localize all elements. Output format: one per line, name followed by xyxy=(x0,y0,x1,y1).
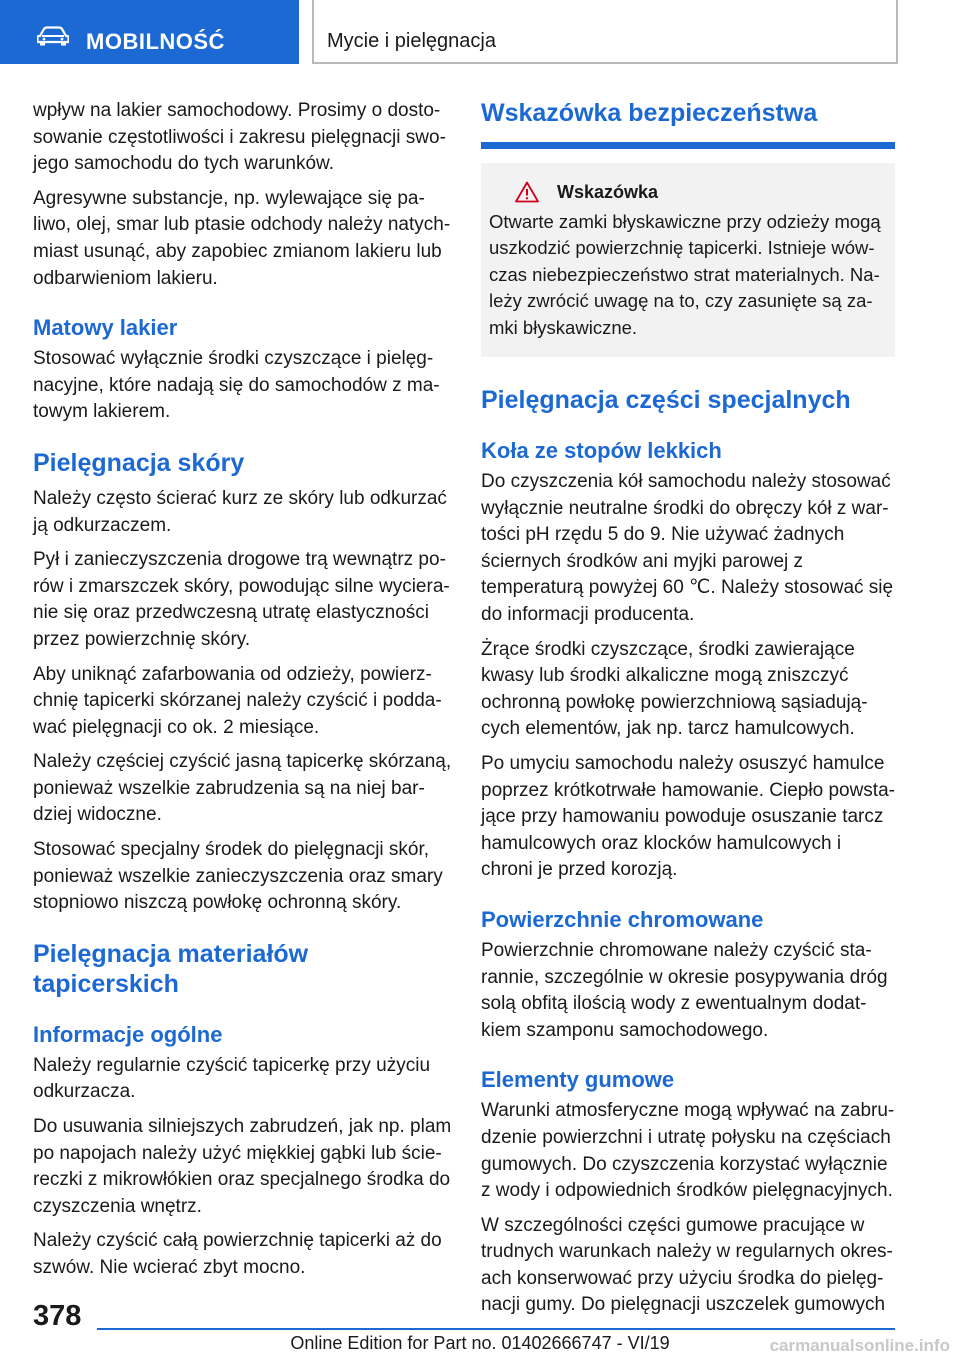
paragraph: Należy regularnie czyścić tapicerkę przy użyciu odkurzacza. xyxy=(33,1054,431,1103)
page-number: 378 xyxy=(33,1300,82,1332)
heading-upholstery-care: Pielęgnacja materiałów tapicerskich xyxy=(33,939,309,998)
section-title: MOBILNOŚĆ xyxy=(86,29,225,54)
note-text: Otwarte zamki błyskawiczne przy odzieży mogą uszkodzić powierzchnię tapicerki. Istnieje wówczas niebezpieczeństwo strat materialnych. Należy zwrócić uwagę na to, czy zasunięte są zamki błyskawiczne. xyxy=(489,211,881,338)
note-label: Wskazówka xyxy=(557,181,659,202)
heading-general-info: Informacje ogólne xyxy=(33,1021,223,1047)
heading-leather-care: Pielęgnacja skóry xyxy=(33,448,245,477)
safety-note-box xyxy=(481,163,895,357)
paragraph: W szczególności części gumowe pracujące w trudnych warunkach należy w regularnych okresach konserwować przy użyciu środka do pielęgnacji gumy. Do pielęgnacji uszczelek gumowych xyxy=(481,1214,893,1316)
heading-chrome-surfaces: Powierzchnie chromowane xyxy=(481,906,764,932)
paragraph: Do usuwania silniejszych zabrudzeń, jak np. plam po napojach należy użyć miękkiej gąbki lub ściereczki z mikrowłókien oraz specjalnego środka do czyszczenia wnętrz. xyxy=(33,1116,452,1217)
paragraph: Stosować specjalny środek do pielęgnacji skór, ponieważ wszelkie zanieczyszczenia oraz smary stopniowo niszczą powłokę ochronną skóry. xyxy=(33,839,443,914)
paragraph: Należy często ścierać kurz ze skóry lub odkurzać ją odkurzaczem. xyxy=(33,487,447,536)
paragraph: Po umyciu samochodu należy osuszyć hamulce poprzez krótkotrwałe hamowanie. Ciepło powstające przy hamowaniu powoduje osuszanie tarcz hamulcowych oraz klocków hamulcowych i chroni je przed korozją. xyxy=(481,752,895,881)
paragraph: Pył i zanieczyszczenia drogowe trą wewnątrz porów i zmarszczek skóry, powodując silne wycieranie się oraz przedwczesną utratę elastyczności przez powierzchnię skóry. xyxy=(33,549,450,650)
heading-matte-paint: Matowy lakier xyxy=(33,315,178,341)
paragraph: wpływ na lakier samochodowy. Prosimy o dostosowanie częstotliwości i zakresu pielęgnacji swojego samochodu do tych warunków. xyxy=(33,100,446,175)
paragraph: Do czyszczenia kół samochodu należy stosować wyłącznie neutralne środki do obręczy kół z wartości pH rzędu 5 do 9. Nie używać żadnych ściernych środków ani myjki parowej z temperaturą powyżej 60 ℃. Należy stosować się do informacji producenta. xyxy=(481,471,894,625)
paragraph: Powierzchnie chromowane należy czyścić starannie, szczególnie w okresie posypywania dróg solą obfitą ilością wody z ewentualnym dodatkiem szamponu samochodowego. xyxy=(481,939,888,1041)
edition-text: Online Edition for Part no. 01402666747 - VI/19 xyxy=(290,1333,670,1353)
paragraph: Aby uniknąć zafarbowania od odzieży, powierzchnię tapicerki skórzanej należy czyścić i poddawać pielęgnacji co ok. 2 miesiące. xyxy=(33,663,442,738)
footer-rule xyxy=(97,1328,895,1330)
paragraph: Warunki atmosferyczne mogą wpływać na zabrudzenie powierzchni i utratę połysku na częściach gumowych. Do czyszczenia korzystać wyłącznie z wody i odpowiednich środków pielęgnacyjnych. xyxy=(481,1100,895,1202)
chapter-header xyxy=(312,0,898,64)
warning-triangle-icon xyxy=(515,181,539,203)
chapter-title: Mycie i pielęgnacja xyxy=(327,30,496,52)
car-icon xyxy=(37,26,69,46)
section-tab xyxy=(0,0,299,64)
heading-rubber-parts: Elementy gumowe xyxy=(481,1067,675,1093)
left-column xyxy=(33,98,453,1290)
paragraph: Żrące środki czyszczące, środki zawierające kwasy lub środki alkaliczne mogą zniszczyć ochronną powłokę powierzchniową sąsiadujących elementów, jak np. tarcz hamulcowych. xyxy=(481,638,868,740)
paragraph: Agresywne substancje, np. wylewające się paliwo, olej, smar lub ptasie odchody należy natychmiast usunąć, aby zapobiec zmianom lakieru lub odbarwieniom lakieru. xyxy=(33,187,451,289)
right-column xyxy=(481,98,895,1327)
heading-special-parts: Pielęgnacja części specjalnych xyxy=(481,386,851,415)
heading-alloy-wheels: Koła ze stopów lekkich xyxy=(481,438,722,464)
paragraph: Należy częściej czyścić jasną tapicerkę skórzaną, ponieważ wszelkie zabrudzenia są na niej bardziej widoczne. xyxy=(33,751,452,826)
heading-safety-note: Wskazówka bezpieczeństwa xyxy=(481,98,895,149)
paragraph: Należy czyścić całą powierzchnię tapicerki aż do szwów. Nie wcierać zbyt mocno. xyxy=(33,1230,442,1278)
paragraph: Stosować wyłącznie środki czyszczące i pielęgnacyjne, które nadają się do samochodów z matowym lakierem. xyxy=(33,348,440,423)
note-header xyxy=(489,181,887,203)
watermark: carmanualsonline.info xyxy=(769,1336,950,1355)
